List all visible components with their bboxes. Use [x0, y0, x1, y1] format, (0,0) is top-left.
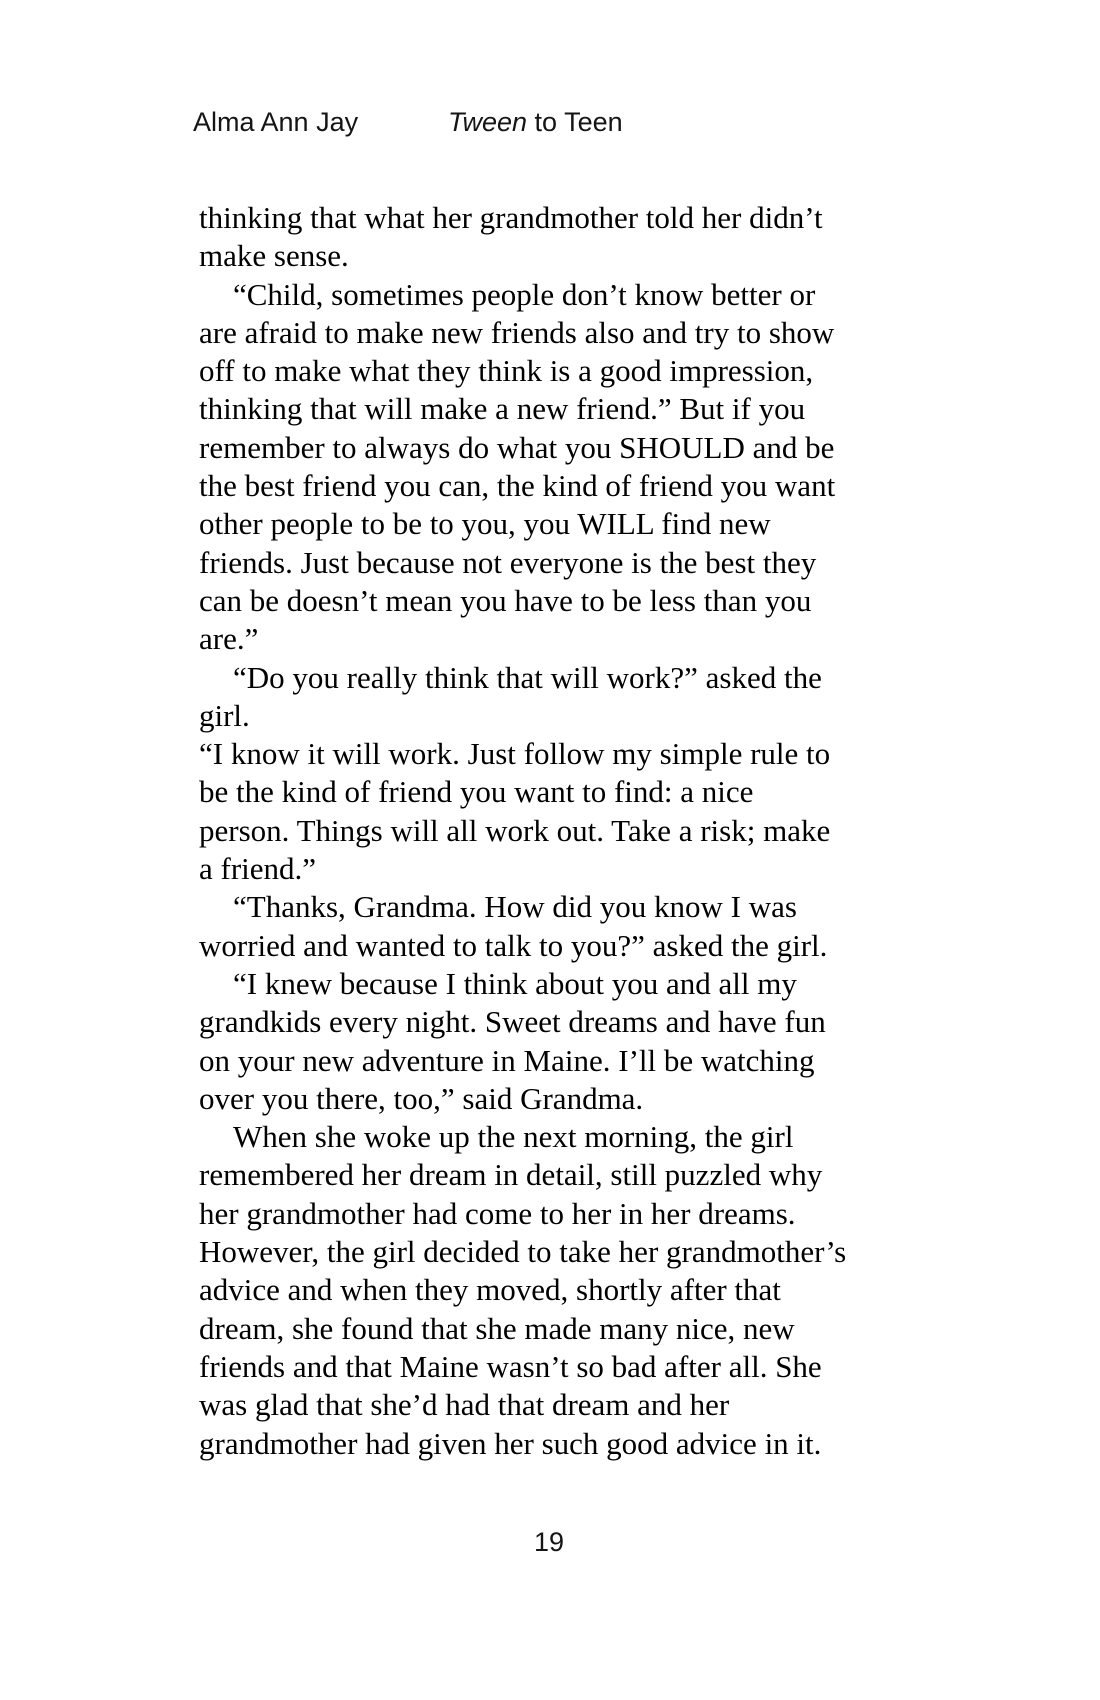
text-line: “Child, sometimes people don’t know better or — [233, 276, 816, 312]
text-line: girl. — [199, 697, 250, 733]
text-line: other people to be to you, you WILL find new — [199, 506, 771, 542]
text-line: off to make what they think is a good impression, — [199, 353, 814, 389]
text-line: make sense. — [199, 238, 349, 274]
text-line: “Thanks, Grandma. How did you know I was — [233, 889, 797, 925]
text-line: dream, she found that she made many nice, new — [199, 1310, 795, 1346]
text-line: are.” — [199, 621, 259, 657]
paragraph — [199, 199, 959, 276]
body-text — [199, 199, 959, 1463]
page-footer — [199, 1527, 899, 1557]
text-line: “I know it will work. Just follow my simple rule to — [199, 736, 831, 772]
author-name: Alma Ann Jay — [193, 107, 359, 137]
text-line: a friend.” — [199, 851, 317, 887]
text-line: her grandmother had come to her in her dreams. — [199, 1195, 796, 1231]
text-line: worried and wanted to talk to you?” asked the girl. — [199, 927, 828, 963]
text-line: grandmother had given her such good advice in it. — [199, 1425, 822, 1461]
text-line: was glad that she’d had that dream and her — [199, 1387, 730, 1423]
paragraph — [199, 1118, 959, 1463]
text-line: are afraid to make new friends also and try to show — [199, 314, 835, 350]
paragraph — [199, 276, 959, 659]
book-title-rest: to Teen — [527, 107, 623, 137]
paragraph — [199, 888, 959, 965]
text-line: advice and when they moved, shortly after that — [199, 1272, 781, 1308]
text-line: remembered her dream in detail, still puzzled why — [199, 1157, 823, 1193]
text-line: the best friend you can, the kind of friend you want — [199, 468, 836, 504]
paragraph — [199, 735, 959, 888]
text-line: “Do you really think that will work?” asked the — [233, 659, 822, 695]
paragraph — [199, 659, 959, 736]
text-line: friends. Just because not everyone is the best they — [199, 544, 817, 580]
text-line: grandkids every night. Sweet dreams and have fun — [199, 1004, 826, 1040]
text-line: When she woke up the next morning, the girl — [233, 1119, 794, 1155]
text-line: However, the girl decided to take her grandmother’s — [199, 1234, 847, 1270]
text-line: thinking that will make a new friend.” But if you — [199, 391, 806, 427]
text-line: on your new adventure in Maine. I’ll be watching — [199, 1042, 815, 1078]
text-line: over you there, too,” said Grandma. — [199, 1080, 644, 1116]
text-line: “I knew because I think about you and all my — [233, 965, 797, 1001]
book-title-italic: Tween — [448, 107, 528, 137]
text-line: friends and that Maine wasn’t so bad after all. She — [199, 1348, 822, 1384]
text-line: thinking that what her grandmother told her didn’t — [199, 200, 823, 235]
page-number: 19 — [533, 1527, 565, 1557]
text-line: remember to always do what you SHOULD and be — [199, 429, 835, 465]
text-line: person. Things will all work out. Take a risk; make — [199, 812, 831, 848]
page-header — [0, 105, 1100, 139]
text-line: be the kind of friend you want to find: a nice — [199, 774, 754, 810]
text-line: can be doesn’t mean you have to be less than you — [199, 582, 812, 618]
paragraph — [199, 965, 959, 1118]
book-title — [448, 105, 623, 139]
